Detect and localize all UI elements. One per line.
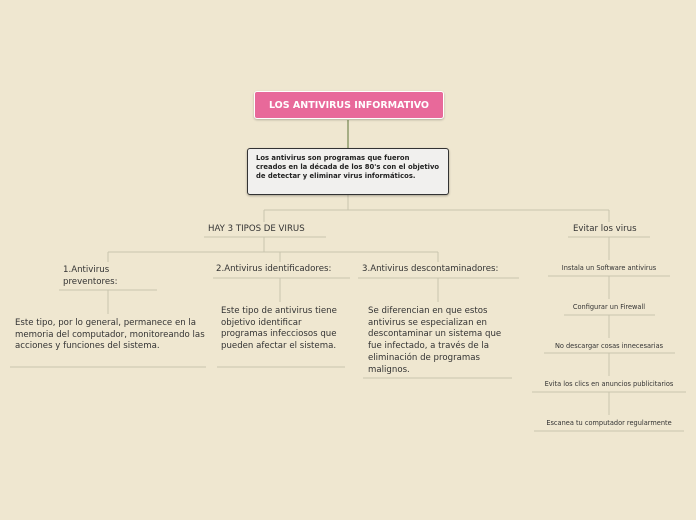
root-node[interactable] xyxy=(254,91,444,119)
type2-detail-text: Este tipo de antivirus tiene objetivo identificar programas infecciosos que pueden afectar el sistema. xyxy=(221,306,337,352)
avoid-topic[interactable] xyxy=(573,224,637,234)
type2-detail[interactable] xyxy=(221,306,345,353)
type1-detail[interactable] xyxy=(15,318,207,353)
avoid-item-2-label: Configurar un Firewall xyxy=(572,303,646,311)
type3-detail-text: Se diferencian en que estos antivirus se especializan en descontaminar un sistema que fue infectado, a través de la eliminación de programas malignos. xyxy=(368,306,502,375)
avoid-item-5[interactable] xyxy=(529,419,689,427)
avoid-item-4[interactable] xyxy=(529,380,689,388)
avoid-item-2[interactable] xyxy=(529,303,689,311)
type1-topic[interactable] xyxy=(63,264,153,288)
root-label: LOS ANTIVIRUS INFORMATIVO xyxy=(268,99,430,111)
avoid-item-3[interactable] xyxy=(529,342,689,350)
types-label: HAY 3 TIPOS DE VIRUS xyxy=(208,224,305,234)
avoid-item-1-label: Instala un Software antivirus xyxy=(561,264,657,272)
avoid-item-4-label: Evita los clics en anuncios publicitarios xyxy=(544,380,674,388)
type1-label: 1.Antivirus preventores: xyxy=(63,265,118,287)
types-topic[interactable] xyxy=(208,224,305,234)
type3-label: 3.Antivirus descontaminadores: xyxy=(362,264,499,274)
type3-detail[interactable] xyxy=(368,306,508,376)
avoid-item-5-label: Escanea tu computador regularmente xyxy=(546,419,672,427)
avoid-item-1[interactable] xyxy=(529,264,689,272)
description-text: Los antivirus son programas que fueron creados en la década de los 80's con el objetivo de detectar y eliminar virus informáticos. xyxy=(256,154,440,180)
description-node[interactable] xyxy=(247,148,449,195)
type2-topic[interactable] xyxy=(216,264,331,274)
avoid-label: Evitar los virus xyxy=(573,224,637,234)
type2-label: 2.Antivirus identificadores: xyxy=(216,264,332,274)
type3-topic[interactable] xyxy=(362,264,498,274)
type1-detail-text: Este tipo, por lo general, permanece en la memoria del computador, monitoreando las acciones y funciones del sistema. xyxy=(15,318,205,352)
avoid-item-3-label: No descargar cosas innecesarias xyxy=(554,342,664,350)
